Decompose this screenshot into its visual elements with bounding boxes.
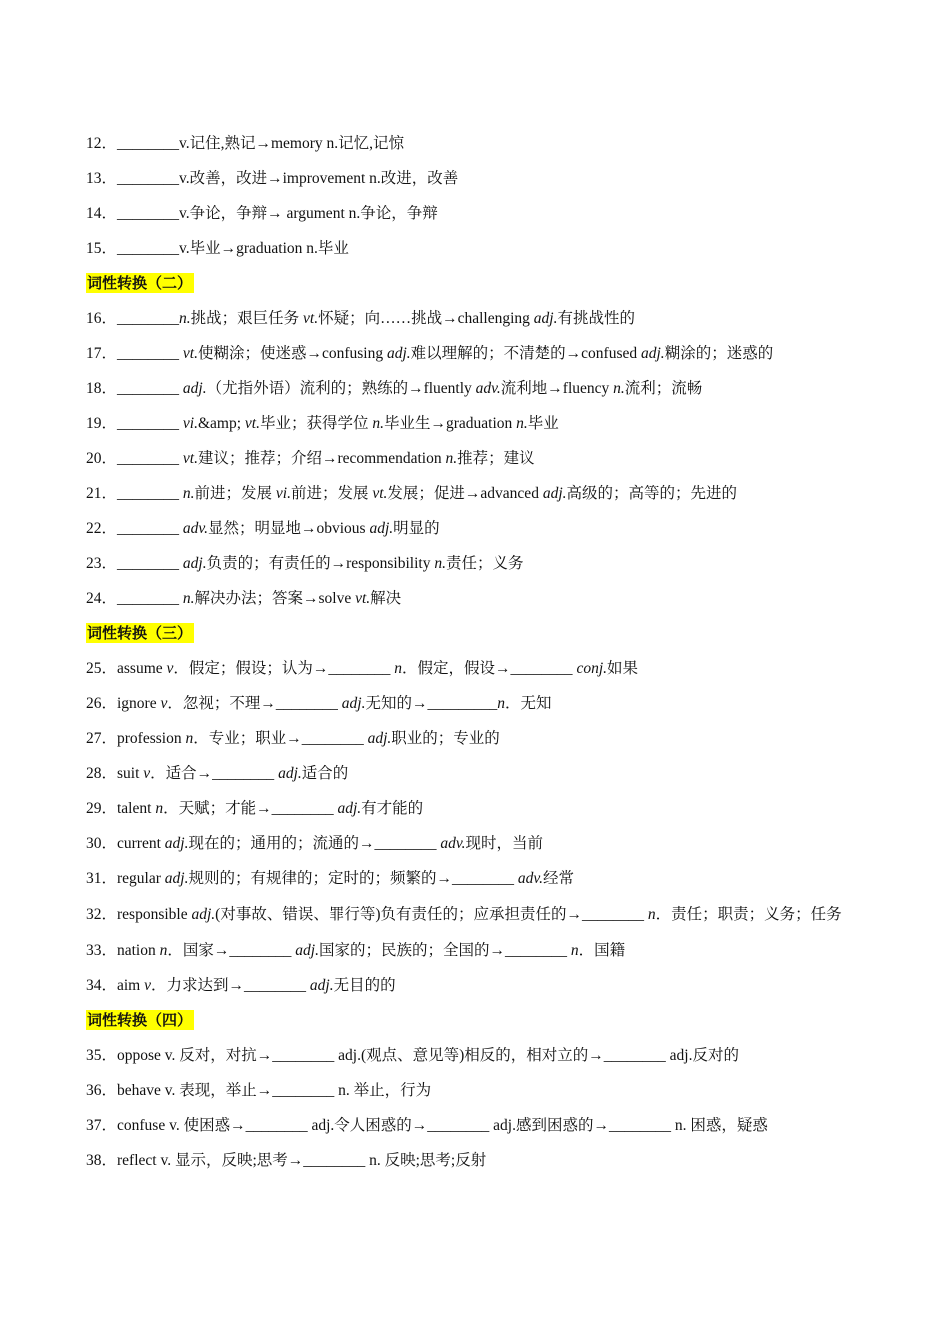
part-of-speech: n. xyxy=(516,415,528,432)
exercise-item xyxy=(86,511,876,546)
item-text: ．专业；职业→________ xyxy=(193,730,368,747)
item-text: 32．responsible xyxy=(86,906,192,923)
item-text: 33．nation xyxy=(86,942,160,959)
part-of-speech: v xyxy=(143,765,151,782)
item-text: 16．________ xyxy=(86,310,180,327)
item-text: ．无知 xyxy=(504,695,552,712)
item-text: 前进；发展 xyxy=(290,485,373,502)
item-text: 职业的；专业的 xyxy=(391,730,500,747)
item-text: ．国家→________ xyxy=(167,942,296,959)
item-text: 12．________v.记住,熟记→memory n.记忆,记惊 xyxy=(86,135,405,152)
item-text: 22．________ xyxy=(86,520,183,537)
item-text: 有挑战性的 xyxy=(557,310,635,327)
item-text: 29．talent xyxy=(86,800,156,817)
part-of-speech: vt. xyxy=(182,345,198,362)
item-text: 流利；流畅 xyxy=(624,380,703,397)
exercise-item xyxy=(86,1108,876,1143)
item-text: 37．confuse v. 使困惑→________ adj.令人困惑的→________ adj.感到困惑的→________ n. 困惑，疑惑 xyxy=(86,1117,768,1134)
exercise-item xyxy=(86,896,876,933)
part-of-speech: conj. xyxy=(576,660,607,677)
exercise-item xyxy=(86,336,876,371)
exercise-item xyxy=(86,126,876,161)
item-text: 解决 xyxy=(370,590,402,607)
part-of-speech: vt. xyxy=(372,485,388,502)
exercise-item xyxy=(86,301,876,336)
item-text: 30．current xyxy=(86,835,165,852)
section-heading xyxy=(86,616,876,651)
exercise-item xyxy=(86,161,876,196)
item-text: 14．________v.争论，争辩→ argument n.争论，争辩 xyxy=(86,205,438,222)
part-of-speech: adj. xyxy=(164,870,189,887)
item-text: ．天赋；才能→________ xyxy=(163,800,338,817)
part-of-speech: adj. xyxy=(641,345,665,362)
item-text: 负责的；有责任的→responsibility xyxy=(206,555,435,572)
part-of-speech: adj. xyxy=(182,555,207,572)
exercise-item xyxy=(86,1143,876,1178)
item-text: 如果 xyxy=(607,660,639,677)
part-of-speech: adj. xyxy=(337,800,362,817)
exercise-item xyxy=(86,196,876,231)
item-text: 28．suit xyxy=(86,765,144,782)
item-text: 38．reflect v. 显示，反映;思考→________ n. 反映;思考;反射 xyxy=(86,1152,487,1169)
heading-text: 词性转换（四） xyxy=(87,1011,193,1029)
part-of-speech: n xyxy=(394,660,403,677)
part-of-speech: v xyxy=(166,660,174,677)
item-text: 发展；促进→advanced xyxy=(387,485,543,502)
item-text: 推荐；建议 xyxy=(457,450,535,467)
part-of-speech: adv. xyxy=(182,520,208,537)
part-of-speech: v xyxy=(160,695,168,712)
item-text: 前进；发展 xyxy=(194,485,276,502)
section-heading xyxy=(86,266,876,301)
item-text: (对事故、错误、罪行等)负有责任的；应承担责任的→________ xyxy=(215,906,648,923)
part-of-speech: n. xyxy=(434,555,446,572)
part-of-speech: adj. xyxy=(542,485,567,502)
part-of-speech: n xyxy=(647,906,656,923)
item-text: 34．aim xyxy=(86,977,145,994)
item-text: 适合的 xyxy=(301,765,349,782)
part-of-speech: adv. xyxy=(517,870,543,887)
part-of-speech: adj. xyxy=(278,765,302,782)
item-text: 35．oppose v. 反对，对抗→________ adj.(观点、意见等)相反的，相对立的→________ adj.反对的 xyxy=(86,1047,739,1064)
item-text: ．忽视；不理→________ xyxy=(167,695,342,712)
exercise-item xyxy=(86,756,876,791)
exercise-item xyxy=(86,686,876,721)
part-of-speech: adj. xyxy=(341,695,366,712)
exercise-item xyxy=(86,441,876,476)
part-of-speech: v xyxy=(144,977,152,994)
part-of-speech: n xyxy=(497,695,505,712)
part-of-speech: vt. xyxy=(303,310,319,327)
item-text: 36．behave v. 表现，举止→________ n. 举止，行为 xyxy=(86,1082,432,1099)
part-of-speech: adv. xyxy=(440,835,466,852)
part-of-speech: adj. xyxy=(164,835,189,852)
item-text: ．假定；假设；认为→________ xyxy=(173,660,395,677)
item-text: 17．________ xyxy=(86,345,183,362)
section-heading xyxy=(86,1003,876,1038)
part-of-speech: vi. xyxy=(182,415,198,432)
exercise-item xyxy=(86,1038,876,1073)
part-of-speech: n. xyxy=(445,450,458,467)
exercise-item xyxy=(86,406,876,441)
item-text: 15．________v.毕业→graduation n.毕业 xyxy=(86,240,349,257)
item-text: 毕业；获得学位 xyxy=(259,415,373,432)
part-of-speech: vt. xyxy=(355,590,371,607)
part-of-speech: n. xyxy=(182,485,195,502)
item-text: 高级的；高等的；先进的 xyxy=(566,485,738,502)
exercise-item xyxy=(86,861,876,896)
part-of-speech: adj. xyxy=(309,977,334,994)
item-text: 19．________ xyxy=(86,415,183,432)
document-body xyxy=(86,126,876,1178)
item-text: 有才能的 xyxy=(361,800,424,817)
item-text: 流利地→fluency xyxy=(500,380,614,397)
item-text: 难以理解的；不清楚的→confused xyxy=(410,345,641,362)
part-of-speech: adj. xyxy=(367,730,392,747)
part-of-speech: adj. xyxy=(369,520,394,537)
exercise-item xyxy=(86,791,876,826)
exercise-item xyxy=(86,476,876,511)
item-text: 经常 xyxy=(542,870,574,887)
exercise-item xyxy=(86,721,876,756)
item-text: 现在的；通用的；流通的→________ xyxy=(188,835,441,852)
item-text: 责任；义务 xyxy=(445,555,524,572)
item-text: 建议；推荐；介绍→recommendation xyxy=(197,450,446,467)
item-text: 无知的→_________ xyxy=(365,695,498,712)
part-of-speech: adv. xyxy=(475,380,501,397)
item-text: 规则的；有规律的；定时的；频繁的→________ xyxy=(188,870,518,887)
heading-text: 词性转换（三） xyxy=(87,624,193,642)
heading-text: 词性转换（二） xyxy=(87,274,193,292)
exercise-item xyxy=(86,546,876,581)
item-text: 毕业生→graduation xyxy=(383,415,517,432)
item-text: 18．________ xyxy=(86,380,183,397)
part-of-speech: adj. xyxy=(182,380,207,397)
exercise-item xyxy=(86,581,876,616)
item-text: 26．ignore xyxy=(86,695,161,712)
item-text: 怀疑；向……挑战→challenging xyxy=(318,310,534,327)
part-of-speech: n. xyxy=(182,590,195,607)
part-of-speech: n xyxy=(155,800,164,817)
exercise-item xyxy=(86,1073,876,1108)
item-text: ．力求达到→________ xyxy=(151,977,310,994)
exercise-item xyxy=(86,371,876,406)
item-text: 现时，当前 xyxy=(465,835,543,852)
item-text: 27．profession xyxy=(86,730,186,747)
item-text: 解决办法；答案→solve xyxy=(194,590,356,607)
item-text: &amp; xyxy=(197,415,245,432)
part-of-speech: adj. xyxy=(295,942,319,959)
part-of-speech: n xyxy=(570,942,579,959)
part-of-speech: adj. xyxy=(191,906,216,923)
part-of-speech: n. xyxy=(613,380,625,397)
part-of-speech: n xyxy=(185,730,194,747)
item-text: 25．assume xyxy=(86,660,167,677)
item-text: 挑战；艰巨任务 xyxy=(190,310,304,327)
item-text: ．假定，假设→________ xyxy=(402,660,577,677)
part-of-speech: adj. xyxy=(533,310,558,327)
exercise-item xyxy=(86,231,876,266)
item-text: 24．________ xyxy=(86,590,183,607)
part-of-speech: n xyxy=(159,942,168,959)
part-of-speech: vt. xyxy=(244,415,260,432)
exercise-item xyxy=(86,933,876,968)
item-text: ．国籍 xyxy=(578,942,626,959)
item-text: 23．________ xyxy=(86,555,183,572)
exercise-item xyxy=(86,968,876,1003)
item-text: 21．________ xyxy=(86,485,183,502)
item-text: 13．________v.改善，改进→improvement n.改进，改善 xyxy=(86,170,459,187)
item-text: 无目的的 xyxy=(333,977,396,994)
item-text: ．适合→________ xyxy=(150,765,279,782)
item-text: （尤指外语）流利的；熟练的→fluently xyxy=(206,380,476,397)
item-text: 国家的；民族的；全国的→________ xyxy=(318,942,571,959)
part-of-speech: adj. xyxy=(386,345,411,362)
item-text: ．责任；职责；义务；任务 xyxy=(655,906,842,923)
item-text: 毕业 xyxy=(527,415,559,432)
exercise-item xyxy=(86,826,876,861)
item-text: 明显的 xyxy=(393,520,440,537)
item-text: 31．regular xyxy=(86,870,165,887)
item-text: 糊涂的；迷惑的 xyxy=(664,345,774,362)
item-text: 使糊涂；使迷惑→confusing xyxy=(197,345,387,362)
exercise-item xyxy=(86,651,876,686)
part-of-speech: vt. xyxy=(182,450,198,467)
part-of-speech: n. xyxy=(372,415,384,432)
item-text: 显然；明显地→obvious xyxy=(208,520,370,537)
part-of-speech: vi. xyxy=(275,485,291,502)
part-of-speech: n. xyxy=(179,310,191,327)
item-text: 20．________ xyxy=(86,450,183,467)
